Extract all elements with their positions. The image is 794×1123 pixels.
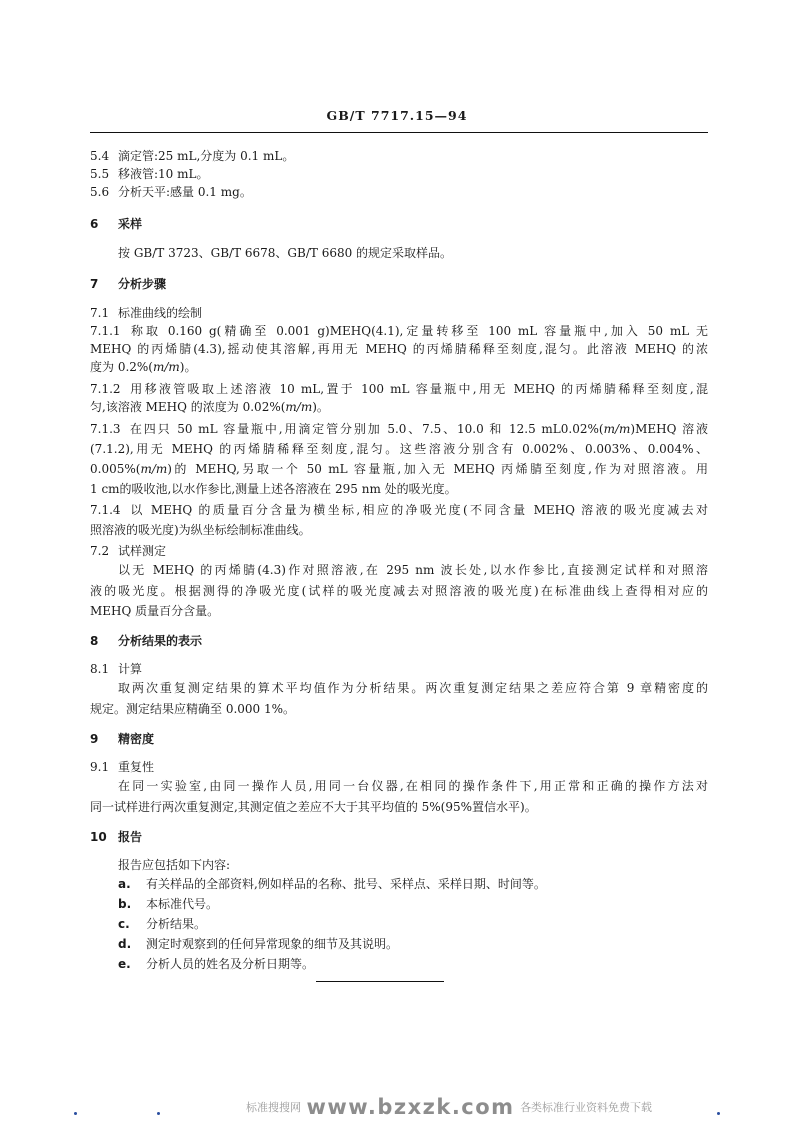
clause-number: 7.1.4 bbox=[90, 503, 121, 517]
clause-text: )。 bbox=[312, 400, 329, 414]
clause-text: 度为 0.2%( bbox=[90, 360, 153, 374]
clause-8-1-line-2: 规定。测定结果应精确至 0.000 1%。 bbox=[90, 702, 296, 716]
header-rule bbox=[90, 132, 708, 133]
clause-7-1-3-line-1 bbox=[90, 421, 708, 437]
section-title: 分析步骤 bbox=[118, 277, 167, 291]
list-marker: d. bbox=[118, 937, 132, 951]
clause-number: 7.2 bbox=[90, 544, 110, 558]
clause-text: 以 MEHQ 的质量百分含量为横坐标,相应的净吸光度(不同含量 MEHQ 溶液的吸光度减去对 bbox=[128, 503, 708, 517]
end-of-standard-rule bbox=[316, 981, 444, 982]
clause-7-2-line-2: 液的吸光度。根据测得的净吸光度(试样的吸光度减去对照溶液的吸光度)在标准曲线上查得相对应的 bbox=[90, 584, 708, 598]
unit-italic: m/m bbox=[152, 360, 180, 374]
list-marker: a. bbox=[118, 877, 131, 891]
clause-text: )的 MEHQ,另取一个 50 mL 容量瓶,加入无 MEHQ 丙烯腈至刻度,作为对照溶液。用 bbox=[167, 462, 708, 476]
clause-9-1-line-2: 同一试样进行两次重复测定,其测定值之差应不大于其平均值的 5%(95%置信水平)。 bbox=[90, 800, 537, 814]
watermark-footer bbox=[246, 1095, 666, 1119]
list-item-text: 有关样品的全部资料,例如样品的名称、批号、采样点、采样日期、时间等。 bbox=[146, 877, 546, 891]
clause-title: 计算 bbox=[118, 662, 143, 676]
list-marker: c. bbox=[118, 917, 130, 931]
footer-site-name: 标准搜搜网 bbox=[246, 1101, 301, 1114]
section-8-heading bbox=[90, 633, 708, 649]
clause-7-1-4-line-1 bbox=[90, 502, 708, 518]
section-title: 报告 bbox=[118, 830, 143, 844]
list-item-text: 本标准代号。 bbox=[146, 897, 219, 911]
clause-text: 在四只 50 mL 容量瓶中,用滴定管分别加 5.0、7.5、10.0 和 12.5 mL0.02%( bbox=[128, 422, 604, 436]
scan-dot bbox=[74, 1112, 77, 1115]
list-item-text: 分析结果。 bbox=[146, 917, 207, 931]
clause-title: 重复性 bbox=[118, 760, 155, 774]
section-number: 8 bbox=[90, 634, 99, 648]
clause-7-1-3-line-3 bbox=[90, 461, 708, 477]
footer-url[interactable]: www.bzxzk.com bbox=[306, 1095, 515, 1119]
clause-7-1-1-line-3 bbox=[90, 359, 708, 375]
clause-7-1-1-line-2: MEHQ 的丙烯腈(4.3),摇动使其溶解,再用无 MEHQ 的丙烯腈稀释至刻度,混匀。此溶液 MEHQ 的浓 bbox=[90, 342, 708, 356]
clause-9-1-heading bbox=[90, 759, 708, 775]
section-number: 10 bbox=[90, 830, 107, 844]
scan-dot bbox=[717, 1112, 720, 1115]
standard-code-header: GB/T 7717.15—94 bbox=[326, 108, 468, 123]
unit-italic: m/m bbox=[603, 422, 631, 436]
clause-number: 5.4 bbox=[90, 149, 110, 163]
report-item-d bbox=[118, 936, 708, 952]
clause-9-1-line-1: 在同一实验室,由同一操作人员,用同一台仪器,在相同的操作条件下,用正常和正确的操作方法对 bbox=[118, 779, 708, 793]
footer-slogan: 各类标准行业资料免费下载 bbox=[520, 1101, 653, 1114]
section-7-heading bbox=[90, 276, 708, 292]
clause-7-1-4-line-2: 照溶液的吸光度)为纵坐标绘制标准曲线。 bbox=[90, 523, 311, 537]
section-10-heading bbox=[90, 829, 708, 845]
scan-dot bbox=[157, 1112, 160, 1115]
list-marker: e. bbox=[118, 957, 131, 971]
clause-number: 7.1.1 bbox=[90, 324, 121, 338]
list-item-text: 分析人员的姓名及分析日期等。 bbox=[146, 957, 315, 971]
section-6-heading bbox=[90, 216, 708, 232]
clause-number: 5.6 bbox=[90, 185, 110, 199]
clause-text: 0.005%( bbox=[90, 462, 141, 476]
list-item-text: 测定时观察到的任何异常现象的细节及其说明。 bbox=[146, 937, 399, 951]
section-title: 精密度 bbox=[118, 732, 155, 746]
clause-7-1-3-line-4: 1 cm的吸收池,以水作参比,测量上述各溶液在 295 nm 处的吸光度。 bbox=[90, 482, 457, 496]
clause-number: 7.1.3 bbox=[90, 422, 121, 436]
section-number: 9 bbox=[90, 732, 99, 746]
clause-text: 分析天平:感量 0.1 mg。 bbox=[118, 185, 252, 199]
clause-number: 7.1 bbox=[90, 306, 110, 320]
section-number: 7 bbox=[90, 277, 99, 291]
report-item-a bbox=[118, 876, 708, 892]
unit-italic: m/m bbox=[285, 400, 313, 414]
clause-title: 标准曲线的绘制 bbox=[118, 306, 203, 320]
clause-7-2-line-3: MEHQ 质量百分含量。 bbox=[90, 604, 220, 618]
clause-8-1-heading bbox=[90, 661, 708, 677]
clause-title: 试样测定 bbox=[118, 544, 167, 558]
clause-5-6 bbox=[90, 184, 708, 200]
clause-number: 8.1 bbox=[90, 662, 110, 676]
section-title: 分析结果的表示 bbox=[118, 634, 203, 648]
section-9-heading bbox=[90, 731, 708, 747]
clause-text: 移液管:10 mL。 bbox=[118, 167, 209, 181]
clause-7-1-heading bbox=[90, 305, 708, 321]
list-marker: b. bbox=[118, 897, 132, 911]
clause-text: 用移液管吸取上述溶液 10 mL,置于 100 mL 容量瓶中,用无 MEHQ 的丙烯腈稀释至刻度,混 bbox=[128, 382, 708, 396]
clause-text: 称取 0.160 g(精确至 0.001 g)MEHQ(4.1),定量转移至 100 mL 容量瓶中,加入 50 mL 无 bbox=[128, 324, 708, 338]
report-intro: 报告应包括如下内容: bbox=[118, 858, 231, 872]
section-title: 采样 bbox=[118, 217, 143, 231]
report-item-c bbox=[118, 916, 708, 932]
clause-7-1-2-line-1 bbox=[90, 381, 708, 397]
clause-7-2-heading bbox=[90, 543, 708, 559]
clause-5-5 bbox=[90, 166, 708, 182]
clause-5-4 bbox=[90, 148, 708, 164]
clause-7-1-3-line-2: (7.1.2),用无 MEHQ 的丙烯腈稀释至刻度,混匀。这些溶液分别含有 0.002%、0.003%、0.004%、 bbox=[90, 442, 708, 456]
report-item-b bbox=[118, 896, 708, 912]
clause-7-1-1-line-1 bbox=[90, 323, 708, 339]
clause-7-2-line-1: 以无 MEHQ 的丙烯腈(4.3)作对照溶液,在 295 nm 波长处,以水作参比,直接测定试样和对照溶 bbox=[118, 563, 708, 577]
clause-text: 匀,该溶液 MEHQ 的浓度为 0.02%( bbox=[90, 400, 286, 414]
section-6-body: 按 GB/T 3723、GB/T 6678、GB/T 6680 的规定采取样品。 bbox=[118, 246, 453, 260]
clause-8-1-line-1: 取两次重复测定结果的算术平均值作为分析结果。两次重复测定结果之差应符合第 9 章精密度的 bbox=[118, 681, 708, 695]
section-number: 6 bbox=[90, 217, 99, 231]
clause-number: 5.5 bbox=[90, 167, 110, 181]
report-item-e bbox=[118, 956, 708, 972]
clause-text: )。 bbox=[179, 360, 197, 374]
clause-number: 7.1.2 bbox=[90, 382, 121, 396]
clause-7-1-2-line-2 bbox=[90, 399, 708, 415]
unit-italic: m/m bbox=[140, 462, 168, 476]
clause-number: 9.1 bbox=[90, 760, 110, 774]
clause-text: )MEHQ 溶液 bbox=[630, 422, 708, 436]
clause-text: 滴定管:25 mL,分度为 0.1 mL。 bbox=[118, 149, 295, 163]
